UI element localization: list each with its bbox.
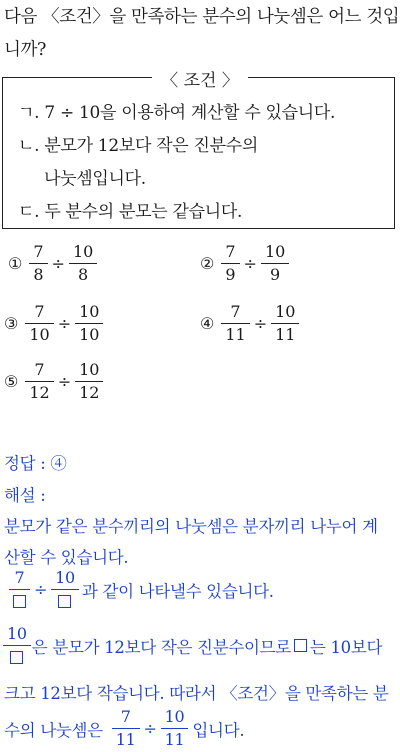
option-number: ② — [200, 254, 215, 273]
numerator: 10 — [7, 624, 27, 643]
explanation-text: 과 같이 나타낼수 있습니다. — [81, 581, 274, 601]
numerator: 7 — [120, 707, 131, 726]
condition-item-1: ㄱ. 7 ÷ 10을 이용하여 계산할 수 있습니다. — [18, 103, 336, 123]
numerator: 10 — [72, 242, 94, 261]
denominator: 11 — [161, 728, 189, 748]
numerator: 7 — [225, 242, 236, 261]
numerator: 10 — [275, 302, 296, 321]
fraction — [53, 570, 77, 609]
denominator-blank — [9, 589, 30, 609]
divide-sign: ÷ — [243, 254, 257, 273]
numerator: 7 — [33, 242, 44, 261]
denominator: 8 — [29, 263, 47, 283]
fraction — [223, 244, 237, 283]
explanation-line-4 — [2, 626, 382, 665]
denominator: 8 — [69, 263, 97, 283]
fraction — [273, 304, 297, 343]
denominator: 12 — [75, 381, 103, 401]
option-5[interactable] — [4, 362, 104, 401]
numerator: 10 — [164, 707, 185, 726]
blank-box — [13, 595, 26, 608]
blank-box — [294, 639, 307, 652]
denominator: 9 — [261, 263, 289, 283]
fraction — [263, 244, 287, 283]
condition-item-3: ㄷ. 두 분수의 분모는 같습니다. — [18, 202, 243, 222]
divide-sign: ÷ — [57, 372, 72, 391]
explanation-text: 는 10보다 — [309, 637, 383, 657]
numerator: 10 — [55, 568, 75, 587]
fraction — [11, 570, 28, 609]
fraction — [27, 304, 51, 343]
option-number: ① — [8, 254, 23, 273]
fraction — [27, 362, 51, 401]
option-2[interactable] — [200, 244, 290, 283]
fraction — [31, 244, 45, 283]
option-4[interactable] — [200, 304, 300, 343]
blank-box — [10, 651, 23, 664]
explanation-line-3 — [8, 570, 274, 609]
denominator-blank — [3, 645, 31, 665]
denominator-blank — [51, 589, 79, 609]
denominator: 11 — [221, 323, 249, 343]
fraction — [77, 362, 101, 401]
option-1[interactable] — [8, 244, 98, 283]
denominator: 10 — [75, 323, 103, 343]
numerator: 7 — [34, 302, 45, 321]
blank-box — [58, 595, 71, 608]
numerator: 7 — [34, 360, 45, 379]
fraction — [114, 709, 138, 748]
numerator: 10 — [79, 360, 100, 379]
question-line-1: 다음 〈조건〉을 만족하는 분수의 나눗셈은 어느 것입 — [4, 7, 400, 27]
explanation-heading: 해설 : — [4, 486, 46, 505]
divide-sign: ÷ — [57, 314, 72, 333]
condition-item-2-cont: 나눗셈입니다. — [44, 169, 146, 189]
explanation-line-5: 크고 12보다 작습니다. 따라서 〈조건〉을 만족하는 분 — [4, 684, 389, 703]
numerator: 7 — [230, 302, 241, 321]
explanation-line-2: 산할 수 있습니다. — [4, 548, 129, 567]
explanation-line-1: 분모가 같은 분수끼리의 나눗셈은 분자끼리 나누어 계 — [4, 517, 378, 536]
denominator: 9 — [221, 263, 239, 283]
numerator: 10 — [79, 302, 100, 321]
fraction — [223, 304, 247, 343]
option-number: ④ — [200, 314, 215, 333]
condition-item-2: ㄴ. 분모가 12보다 작은 진분수의 — [18, 136, 259, 156]
divide-sign: ÷ — [143, 719, 157, 738]
option-number: ⑤ — [4, 372, 19, 391]
option-number: ③ — [4, 314, 19, 333]
explanation-text: 수의 나눗셈은 — [4, 720, 103, 740]
explanation-text: 은 분모가 12보다 작은 진분수이므로 — [31, 637, 291, 657]
fraction — [5, 626, 29, 665]
denominator: 11 — [112, 728, 140, 748]
explanation-line-6 — [4, 709, 244, 748]
divide-sign: ÷ — [253, 314, 268, 333]
fraction — [71, 244, 95, 283]
denominator: 11 — [271, 323, 299, 343]
fraction — [77, 304, 101, 343]
condition-box-title: 〈 조건 〉 — [152, 66, 248, 91]
numerator: 7 — [14, 568, 25, 587]
option-3[interactable] — [4, 304, 104, 343]
fraction — [163, 709, 187, 748]
divide-sign: ÷ — [51, 254, 65, 273]
answer: 정답 : ④ — [4, 454, 67, 473]
denominator: 12 — [25, 381, 53, 401]
explanation-text: 입니다. — [192, 720, 245, 740]
numerator: 10 — [264, 242, 286, 261]
divide-sign: ÷ — [34, 580, 48, 599]
question-line-2: 니까? — [4, 40, 46, 60]
denominator: 10 — [25, 323, 53, 343]
